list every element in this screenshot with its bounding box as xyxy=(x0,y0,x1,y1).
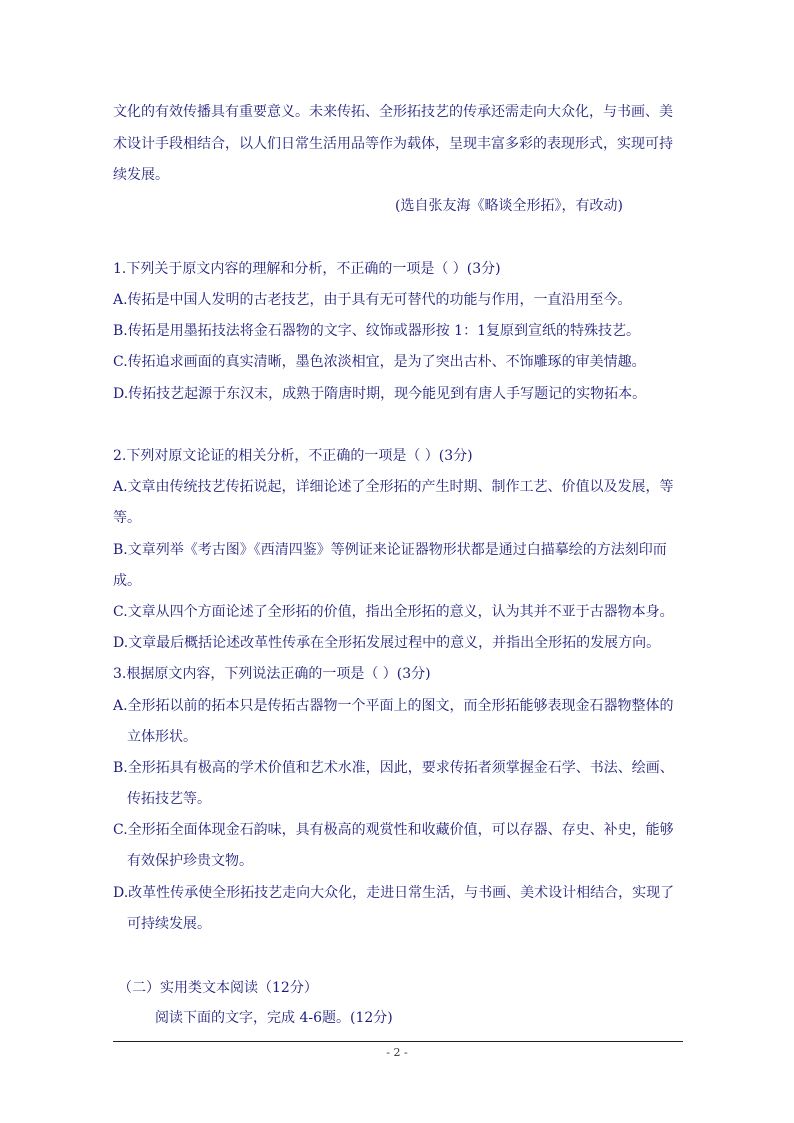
q3-option-c-line1: C.全形拓全面体现金石韵味，具有极高的观赏性和收藏价值，可以存器、存史、补史，能够 xyxy=(113,822,674,838)
footer-rule xyxy=(113,1041,683,1042)
q1-option-c: C.传拓追求画面的真实清晰，墨色浓淡相宜，是为了突出古朴、不饰雕琢的审美情趣。 xyxy=(113,354,646,370)
q1-option-b: B.传拓是用墨拓技法将金石器物的文字、纹饰或器形按 1：1复原到宣纸的特殊技艺。 xyxy=(113,323,641,339)
passage-source: (选自张友海《略谈全形拓》，有改动) xyxy=(395,198,623,214)
q1-option-a: A.传拓是中国人发明的古老技艺，由于具有无可替代的功能与作用，一直沿用至今。 xyxy=(113,292,632,308)
q2-option-d: D.文章最后概括论述改革性传承在全形拓发展过程中的意义，并指出全形拓的发展方向。 xyxy=(113,635,661,651)
q3-option-d-line2: 可持续发展。 xyxy=(127,916,211,932)
section-2-instruction: 阅读下面的文字，完成 4-6题。(12分) xyxy=(155,1010,393,1026)
passage-line-3: 续发展。 xyxy=(113,167,169,183)
q3-option-c-line2: 有效保护珍贵文物。 xyxy=(127,853,253,869)
q2-option-a-line1: A.文章由传统技艺传拓说起，详细论述了全形拓的产生时期、制作工艺、价值以及发展，等 xyxy=(113,479,674,495)
q2-option-b-line2: 成。 xyxy=(113,573,141,589)
passage-line-2: 术设计手段相结合，以人们日常生活用品等作为载体，呈现丰富多彩的表现形式，实现可持 xyxy=(113,136,673,152)
q2-option-b-line1: B.文章列举《考古图》《西清四鉴》等例证来论证器物形状都是通过白描摹绘的方法刻印而 xyxy=(113,542,667,558)
q3-option-a-line2: 立体形状。 xyxy=(127,729,197,745)
section-2-title: （二）实用类文本阅读（12分） xyxy=(118,980,318,996)
passage-line-1: 文化的有效传播具有重要意义。未来传拓、全形拓技艺的传承还需走向大众化，与书画、美 xyxy=(113,104,673,120)
q3-stem: 3.根据原文内容，下列说法正确的一项是（ ）(3分) xyxy=(113,666,431,682)
q1-stem: 1.下列关于原文内容的理解和分析，不正确的一项是（ ）(3分) xyxy=(113,261,501,277)
q3-option-b-line1: B.全形拓具有极高的学术价值和艺术水准，因此，要求传拓者须掌握金石学、书法、绘画、 xyxy=(113,760,674,776)
q2-option-a-line2: 等。 xyxy=(113,510,141,526)
q1-option-d: D.传拓技艺起源于东汉末，成熟于隋唐时期，现今能见到有唐人手写题记的实物拓本。 xyxy=(113,386,647,402)
q3-option-d-line1: D.改革性传承使全形拓技艺走向大众化，走进日常生活，与书画、美术设计相结合，实现了 xyxy=(113,885,675,901)
page-number: - 2 - xyxy=(386,1046,408,1059)
q3-option-a-line1: A.全形拓以前的拓本只是传拓古器物一个平面上的图文，而全形拓能够表现金石器物整体的 xyxy=(113,698,674,714)
q2-option-c: C.文章从四个方面论述了全形拓的价值，指出全形拓的意义，认为其并不亚于古器物本身。 xyxy=(113,604,674,620)
q3-option-b-line2: 传拓技艺等。 xyxy=(127,791,211,807)
q2-stem: 2.下列对原文论证的相关分析，不正确的一项是（ ）(3分) xyxy=(113,448,473,464)
